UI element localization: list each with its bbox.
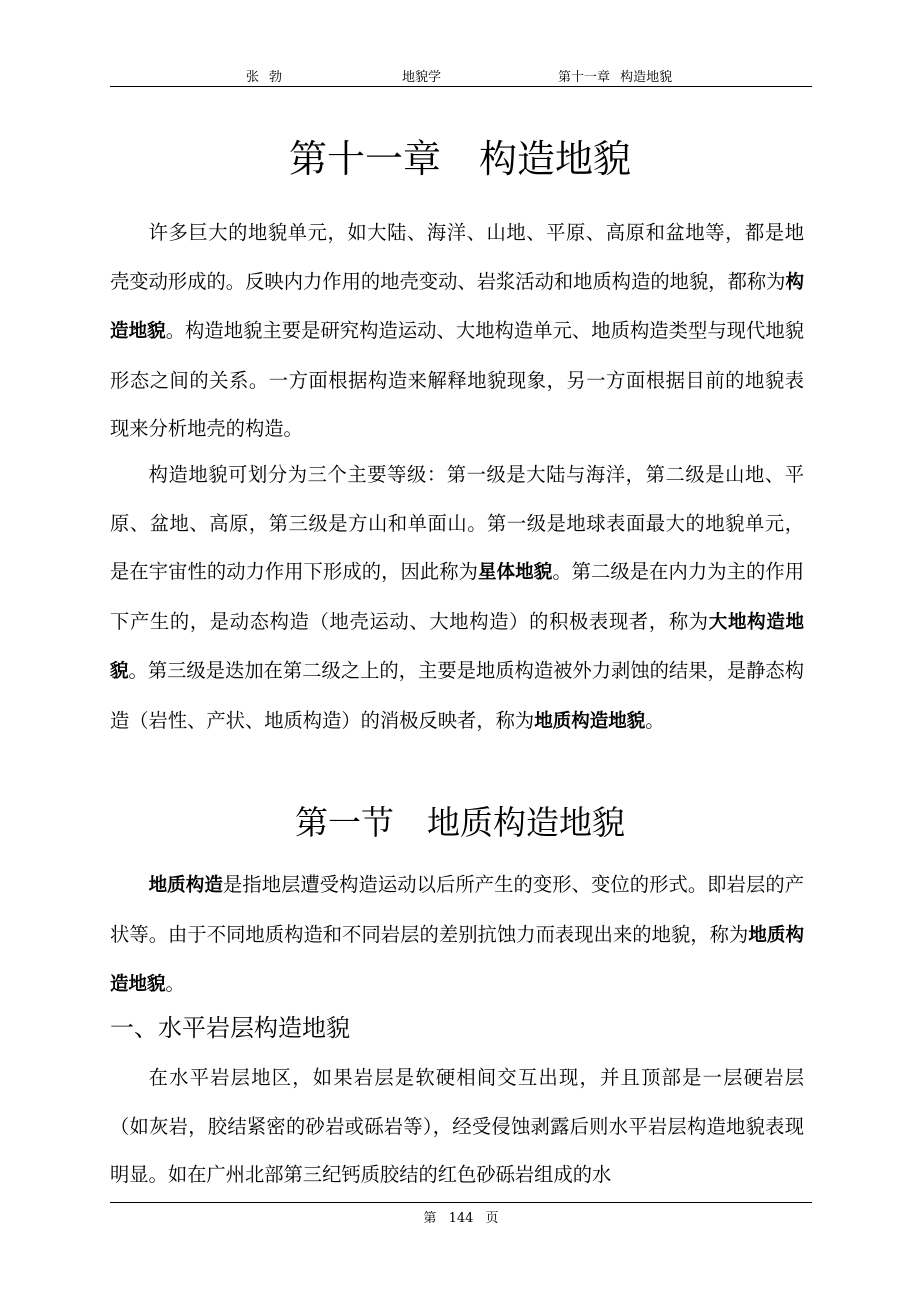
- header-book-title: 地貌学: [402, 70, 442, 85]
- text-run: 。构造地貌主要是研究构造运动、大地构造单元、地质构造类型与现代地貌形态之间的关系。一方面根据构造来解释地貌现象，另一方面根据目前的地貌表现来分析地壳的构造。: [110, 319, 804, 440]
- subsection-paragraph-1: 在水平岩层地区，如果岩层是软硬相间交互出现，并且顶部是一层硬岩层（如灰岩，胶结紧密的砂岩或砾岩等），经受侵蚀剥露后则水平岩层构造地貌表现明显。如在广州北部第三纪钙质胶结的红色砂砾岩组成的水: [110, 1066, 804, 1186]
- term-highlight: 大地构造地貌: [110, 611, 804, 682]
- header-chapter: 第十一章 构造地貌: [558, 70, 673, 85]
- term-highlight: 构造地貌: [110, 271, 804, 342]
- text-run: 。: [165, 972, 185, 995]
- text-run: 是指地层遭受构造运动以后所产生的变形、变位的形式。即岩层的产状等。由于不同地质构造和不同岩层的差别抗蚀力而表现出来的地貌，称为: [110, 873, 804, 946]
- page-footer: [110, 1202, 812, 1226]
- section-paragraph-1: [110, 861, 804, 1010]
- term-highlight: 地质构造地貌: [110, 924, 804, 995]
- text-run: 构造地貌可划分为三个主要等级：第一级是大陆与海洋，第二级是山地、平原、盆地、高原，第三级是方山和单面山。第一级是地球表面最大的地貌单元，是在宇宙性的动力作用下形成的，因此称为: [110, 463, 804, 583]
- page-header: [110, 64, 812, 87]
- header-author: 张勃: [246, 70, 293, 85]
- subsection-title: 一、水平岩层构造地貌: [110, 1014, 350, 1042]
- footer-prefix: 第: [423, 1211, 437, 1226]
- text-run: 。第二级是在内力为主的作用下产生的，是动态构造（地壳运动、大地构造）的积极表现者，称为: [110, 560, 804, 633]
- term-highlight: 星体地貌: [477, 562, 553, 583]
- intro-paragraph-2: [110, 451, 804, 746]
- page-number: 144: [448, 1211, 474, 1226]
- text-run: 。第三级是迭加在第二级之上的，主要是地质构造被外力剥蚀的结果，是静态构造（岩性、产状、地质构造）的消极反映者，称为: [110, 659, 804, 732]
- intro-paragraph-1: [110, 209, 804, 454]
- chapter-title: 第十一章 构造地貌: [288, 137, 631, 181]
- text-run: 许多巨大的地貌单元，如大陆、海洋、山地、平原、高原和盆地等，都是地壳变动形成的。反映内力作用的地壳变动、岩浆活动和地质构造的地貌，都称为: [110, 221, 804, 293]
- term-highlight: 地质构造: [148, 875, 223, 896]
- section-title: 第一节 地质构造地貌: [295, 803, 625, 842]
- text-run: 。: [645, 708, 665, 732]
- footer-suffix: 页: [485, 1211, 499, 1226]
- term-highlight: 地质构造地貌: [534, 710, 646, 732]
